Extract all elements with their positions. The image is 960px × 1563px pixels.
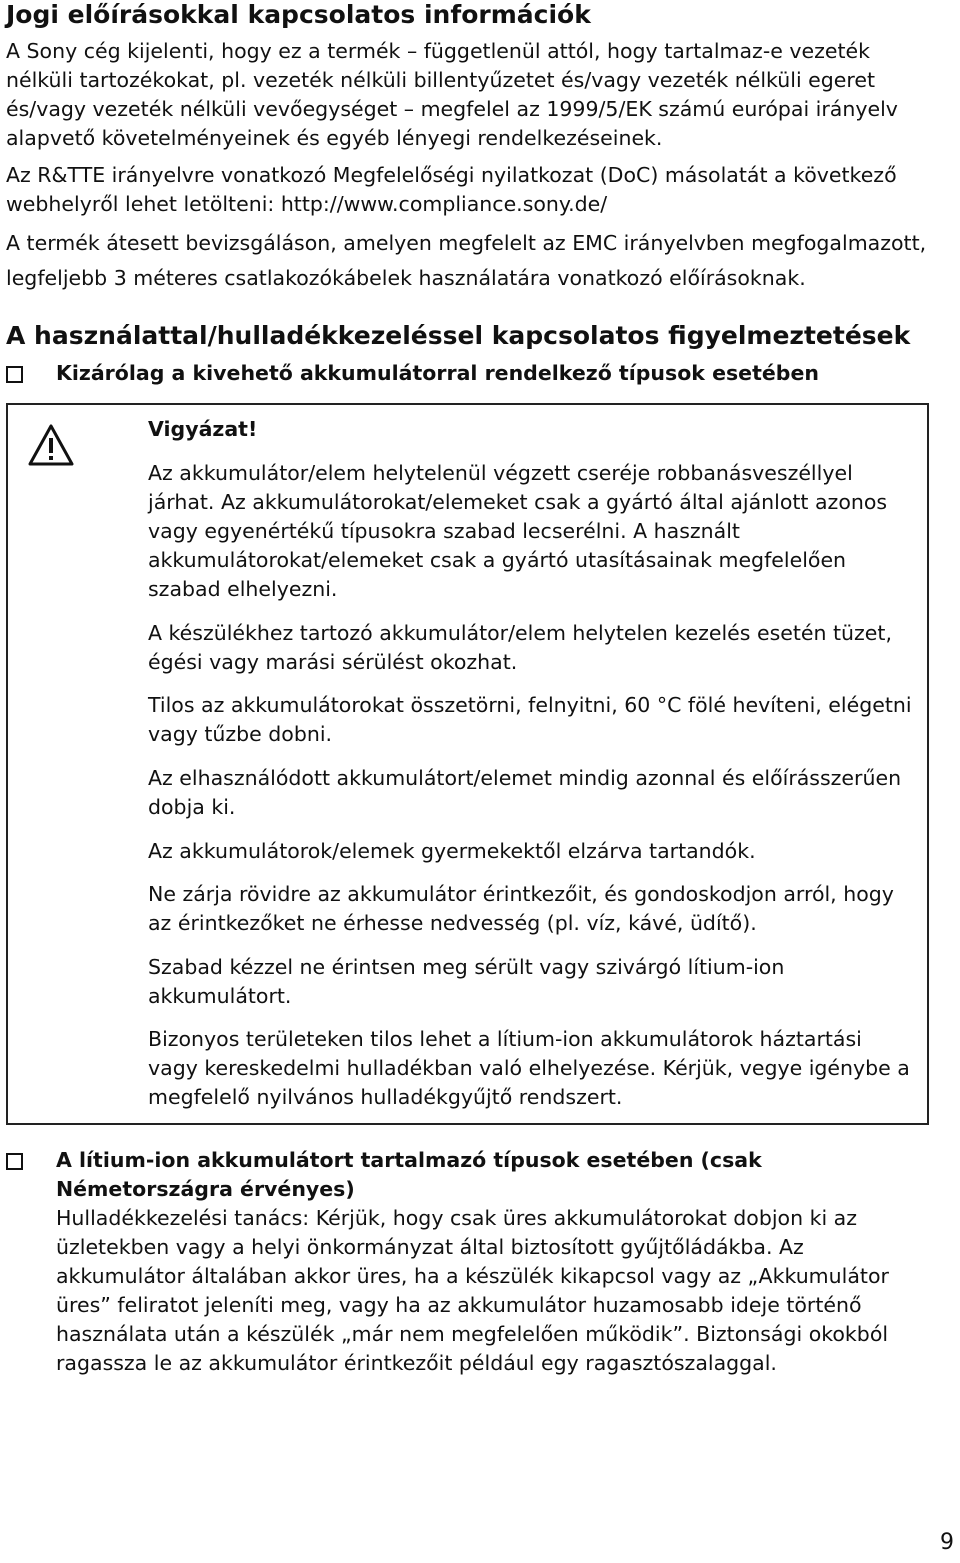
removable-battery-subheading — [6, 359, 931, 388]
warning-paragraph: Az akkumulátorok/elemek gyermekektől elzárva tartandók. — [148, 839, 756, 863]
warning-triangle-icon — [28, 423, 74, 467]
warning-paragraph: Az akkumulátor/elem helytelenül végzett cseréje robbanásveszéllyel járhat. Az akkumulátorokat/elemeket csak a gyártó által ajánlott azonos vagy egyenértékű típusokra szabad lecserélni. A használt akkumulátorokat/elemeket csak a gyártó utasításainak megfelelően szabad elhelyezni. — [148, 461, 888, 601]
disposal-advice-paragraph: Hulladékkezelési tanács: Kérjük, hogy csak üres akkumulátorokat dobjon ki az üzletekben vagy a helyi önkormányzat által biztosított gyűjtőládákba. Az akkumulátor általában akkor üres, ha a készülék kikapcsol vagy az „Akkumulátor üres” feliratot jeleníti meg, vagy ha az akkumulátor huzamosabb ideje történő használata után a készülék „már nem megfelelően működik”. Biztonsági okokból ragassza le az akkumulátor érintkezőit például egy ragasztószalaggal. — [56, 1206, 889, 1375]
warning-paragraph: Az elhasználódott akkumulátort/elemet mindig azonnal és előírásszerűen dobja ki. — [148, 766, 902, 819]
page-number: 9 — [940, 1530, 954, 1555]
declaration-paragraph: A Sony cég kijelenti, hogy ez a termék – függetlenül attól, hogy tartalmaz-e vezeték nélküli tartozékokat, pl. vezeték nélküli billentyűzetet és/vagy vezeték nélküli egeret és/vagy vezeték nélküli vevőegységet – megfelel az 1999/5/EK számú európai irányelv alapvető követelményeinek és egyéb lényegi rendelkezéseinek. — [6, 39, 898, 150]
subheading-text: Kizárólag a kivehető akkumulátorral rendelkező típusok esetében — [56, 361, 819, 385]
warning-paragraph: Szabad kézzel ne érintsen meg sérült vagy szivárgó lítium-ion akkumulátort. — [148, 955, 785, 1008]
page-title: Jogi előírásokkal kapcsolatos információk — [6, 0, 591, 29]
section-heading: A használattal/hulladékkezeléssel kapcsolatos figyelmeztetések — [6, 321, 911, 350]
warning-paragraph: A készülékhez tartozó akkumulátor/elem helytelen kezelés esetén tüzet, égési vagy marási sérülést okozhat. — [148, 621, 892, 674]
doc-download-paragraph: Az R&TTE irányelvre vonatkozó Megfelelőségi nyilatkozat (DoC) másolatát a következő webhelyről lehet letölteni: http://www.compliance.sony.de/ — [6, 163, 897, 216]
warning-paragraph: Tilos az akkumulátorokat összetörni, felnyitni, 60 °C fölé hevíteni, elégetni vagy tűzbe dobni. — [148, 693, 912, 746]
subheading-text: A lítium-ion akkumulátort tartalmazó típusok esetében (csak Németországra érvényes) — [56, 1148, 762, 1201]
emc-paragraph: A termék átesett bevizsgáláson, amelyen megfelelt az EMC irányelvben megfogalmazott, legfeljebb 3 méteres csatlakozókábelek használatára vonatkozó előírásoknak. — [6, 231, 927, 290]
warning-title: Vigyázat! — [148, 417, 258, 441]
lithium-ion-subheading — [6, 1146, 931, 1204]
warning-paragraph: Ne zárja rövidre az akkumulátor érintkezőit, és gondoskodjon arról, hogy az érintkezőket ne érhesse nedvesség (pl. víz, kávé, üdítő). — [148, 882, 894, 935]
warning-box — [6, 403, 929, 1125]
warning-paragraph: Bizonyos területeken tilos lehet a lítium-ion akkumulátorok háztartási vagy kereskedelmi hulladékban való elhelyezése. Kérjük, vegye igénybe a megfelelő nyilvános hulladékgyűjtő rendszert. — [148, 1027, 910, 1109]
